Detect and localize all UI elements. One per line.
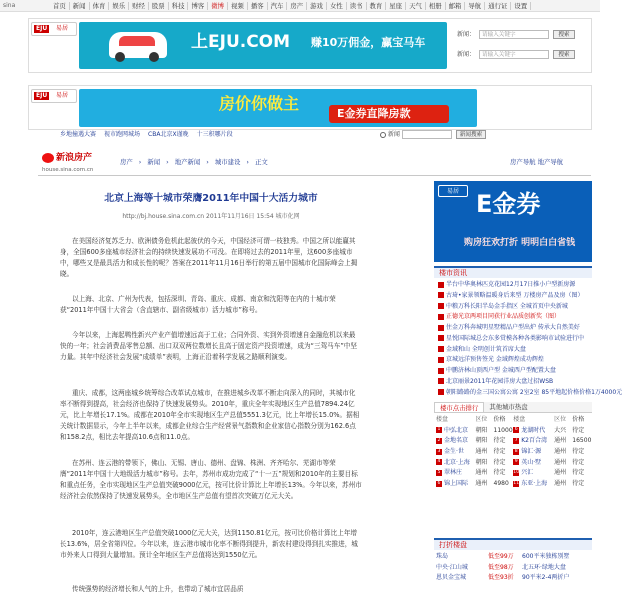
ad-headline-left: 上EJU.COM bbox=[191, 32, 291, 52]
rank-badge: 5 bbox=[437, 469, 441, 475]
red-square-icon bbox=[438, 292, 444, 298]
nav-item[interactable]: 视频 bbox=[228, 2, 248, 10]
news-search-button[interactable]: 新闻搜索 bbox=[456, 130, 486, 139]
news-item[interactable]: 京城远洋预售签光 金域辉煌成功辉煌 bbox=[434, 355, 592, 366]
rank-badge: 1 bbox=[437, 427, 441, 433]
ad-banner-1 bbox=[28, 18, 592, 73]
news-item[interactable]: 星悦国际城总会东多赏模各种各类影响市试验进行中 bbox=[434, 334, 592, 345]
sina-domain: house.sina.com.cn bbox=[42, 167, 94, 173]
news-item[interactable]: 北京丽景2011年花园洋房大盘过招WSB bbox=[434, 377, 592, 388]
nav-item[interactable]: 导航 bbox=[465, 2, 485, 10]
car-illustration bbox=[109, 32, 167, 58]
rank-badge: 2 bbox=[437, 437, 441, 443]
article-paragraph: 在美国经济复苏乏力、欧洲债务危机此起彼伏的今天，中国经济可谓一枝独秀。中国之所以能赢其身，全国600多座城市经济社会的持续快速发展功不可没。在即将过去的2011年里，这600多座城市中，哪些又是最具活力和成长性的呢？答案在2011年11月16日举行的第五届中国城市化国际峰会上揭晓。 bbox=[60, 237, 358, 278]
ad-subline: 购房狂欢打折 明明白白省钱 bbox=[464, 238, 576, 248]
breadcrumb-item[interactable]: 城市建设 bbox=[214, 158, 241, 166]
ad-headline-right: E金券直降房款 bbox=[337, 107, 411, 120]
nav-item[interactable]: 体育 bbox=[90, 2, 110, 10]
tab-ranking[interactable]: 楼市点击排行 bbox=[434, 402, 484, 412]
nav-item[interactable]: 博客 bbox=[188, 2, 208, 10]
right-nav-links[interactable]: 房产导航 地产导航 bbox=[510, 158, 564, 166]
red-square-icon bbox=[438, 389, 444, 395]
radio-label: 新闻 bbox=[387, 131, 400, 138]
nav-item[interactable]: 天气 bbox=[406, 2, 426, 10]
link-row bbox=[56, 130, 237, 140]
nav-item[interactable]: 首页 bbox=[50, 2, 70, 10]
nav-item[interactable]: 科技 bbox=[169, 2, 189, 10]
radio-news[interactable] bbox=[380, 131, 400, 139]
breadcrumb: 房产 › 新闻 › 地产新闻 › 城市建设 › 正文 bbox=[117, 158, 271, 166]
nav-item[interactable]: 设置 bbox=[511, 2, 531, 10]
eju-ad-image[interactable] bbox=[79, 22, 447, 69]
red-square-icon bbox=[438, 303, 444, 309]
eju-logo[interactable]: EJU 易居 bbox=[31, 89, 77, 103]
red-square-icon bbox=[438, 378, 444, 384]
discount-row[interactable]: 恩贝金宝城 低至93折 90平米2-4两折户 bbox=[436, 574, 570, 582]
table-row[interactable]: 2 金地名京 朝阳 待定 7 K2百合湾 通州 16500 bbox=[437, 437, 592, 445]
red-square-icon bbox=[438, 335, 444, 341]
article-title: 北京上海等十城市荣膺2011年中国十大活力城市 bbox=[104, 193, 318, 204]
search-button-2[interactable]: 搜索 bbox=[553, 50, 575, 59]
nav-item[interactable]: 财经 bbox=[129, 2, 149, 10]
link-item[interactable]: 视市跑网城场 bbox=[104, 131, 141, 139]
breadcrumb-item[interactable]: 房产 bbox=[120, 158, 133, 166]
top-nav-bar bbox=[0, 0, 600, 12]
table-row[interactable]: 6 锦上国际 通州 4980 11 东亚·上海 通州 待定 bbox=[437, 480, 585, 488]
news-item[interactable]: 住金万科奔城明星墅精品户型出炉 传承大自然美好 bbox=[434, 323, 592, 334]
nav-item[interactable]: 新闻 bbox=[70, 2, 90, 10]
red-square-icon bbox=[438, 357, 444, 363]
news-item[interactable]: 半台中华奥林匹克花园12月17日推小户型新房源 bbox=[434, 280, 592, 291]
discount-section-title: 打折楼盘 bbox=[434, 538, 592, 550]
rank-badge: 7 bbox=[514, 437, 518, 443]
nav-item[interactable]: 邮箱 bbox=[446, 2, 466, 10]
eju-logo[interactable]: EJU 易居 bbox=[31, 22, 77, 36]
discount-list bbox=[434, 552, 592, 584]
article-paragraph: 以上海、北京、广州为代表，包括深圳、青岛、重庆、成都、南京和沈阳等在内的十城市荣获“2011年中国十大省会（含直辖市、副省级城市）活力城市”称号。 bbox=[60, 295, 336, 314]
nav-item[interactable]: 通行证 bbox=[485, 2, 511, 10]
red-square-icon bbox=[438, 368, 444, 374]
news-section-title: 楼市资讯 bbox=[434, 266, 592, 278]
table-row[interactable]: 5 翠林庄 通州 待定 10 兴汇 通州 待定 bbox=[437, 469, 585, 477]
news-item[interactable]: 正德光京两项目同获行业品质创新奖（图） bbox=[434, 312, 592, 323]
eju-ad-image-2[interactable] bbox=[79, 89, 477, 127]
article-paragraph: 今年以来，上海起鸭性新兴产业产值增速远高于工业；合同外资、实到外资增速自金融危机以来最快的一年；社会消费品零售总额、出口双双两位数增长且高于固定资产投资增速，成为“三驾马车”中坚力量。其年中经济社会发展“成绩单”表明，上海正沿着科学发展之路顺利演变。 bbox=[60, 331, 357, 361]
radio-icon bbox=[380, 132, 386, 138]
discount-row[interactable]: 中央·江山城 低至98万 北五环·绿地大盘 bbox=[436, 563, 566, 571]
news-list bbox=[434, 280, 622, 398]
news-item[interactable]: 金域和山 全明创计筑首席大盘 bbox=[434, 345, 592, 356]
news-item[interactable]: 朝阳路路的金三国公寓公寓 2室2室 85平地起价格价格1万4000元 bbox=[434, 388, 592, 399]
rank-badge: 6 bbox=[437, 480, 441, 486]
red-square-icon bbox=[438, 282, 444, 288]
sina-house-text: 新浪房产 bbox=[56, 153, 93, 163]
breadcrumb-item[interactable]: 地产新闻 bbox=[174, 158, 201, 166]
divider bbox=[38, 175, 591, 176]
search-button[interactable]: 搜索 bbox=[553, 30, 575, 39]
nav-item[interactable]: 读书 bbox=[347, 2, 367, 10]
ad-headline-right: 赚10万佣金，赢宝马车 bbox=[311, 36, 426, 49]
article-paragraph: 重庆、成都，这两座城乡统筹综合改革试点城市，在推进城乡改革不断走向深入的同时，其城市化率不断得到提高，社会经济也保持了快速发展势头。2010年，重庆全年实现地区生产总值7894.24亿元，比上年增长17.1%。成都在2010年全市实现地区生产总值5551.3亿元，比上年增长15.0%。据相关统计数据显示，今年上半年以来，成都企业综合生产经营景气指数和企业家信心指数分别为162.6点和158.2点，相比去年提高10.6点和11.0点。 bbox=[60, 389, 360, 441]
rank-badge: 3 bbox=[437, 448, 441, 454]
table-row[interactable]: 4 北京·上海 朝阳 待定 9 英山·墅 通州 待定 bbox=[437, 458, 585, 466]
rank-badge: 4 bbox=[437, 459, 441, 465]
search-label: 新闻： bbox=[457, 31, 476, 38]
ranking-tabs bbox=[434, 402, 592, 413]
news-search-input[interactable]: 请输入关键字 bbox=[479, 30, 549, 39]
news-item[interactable]: 中粮万科长阳半岛金手指区 全城首页中央新城 bbox=[434, 302, 592, 313]
table-header: 楼盘 区位 价格 楼盘 区位 价格 bbox=[436, 416, 585, 423]
red-square-icon bbox=[438, 346, 444, 352]
ranking-table bbox=[434, 415, 592, 490]
ad-banner-2 bbox=[28, 85, 592, 130]
link-item[interactable]: 十三积哪片段 bbox=[196, 131, 233, 139]
article-paragraph: 传统强势的经济增长和人气的上升，也带动了城市宜居品质 bbox=[72, 585, 244, 593]
rank-badge: 8 bbox=[514, 448, 518, 454]
red-square-icon bbox=[438, 325, 444, 331]
search-label: 新闻： bbox=[457, 51, 476, 58]
nav-item[interactable]: 女性 bbox=[327, 2, 347, 10]
link-item[interactable]: 乡地撞遇大赛 bbox=[60, 131, 97, 139]
nav-item[interactable]: 娱乐 bbox=[109, 2, 129, 10]
rank-badge: 10 bbox=[513, 469, 520, 475]
table-row[interactable]: 3 金生·世 通州 待定 8 锦汇·源 通州 待定 bbox=[437, 448, 585, 456]
nav-item[interactable]: 相册 bbox=[426, 2, 446, 10]
rank-badge: 6 bbox=[514, 427, 518, 433]
sina-eye-icon bbox=[42, 153, 54, 163]
discount-row[interactable]: 珠岛 低至99万 600平米独栋别墅 bbox=[436, 553, 570, 560]
news-item[interactable]: 古琦•家景领略温暖身后来型 万楼房产品及房（图） bbox=[434, 291, 592, 302]
news-search-input-3[interactable] bbox=[402, 130, 452, 139]
nav-item[interactable]: 播客 bbox=[248, 2, 268, 10]
news-search-input-2[interactable]: 请输入关键字 bbox=[479, 50, 549, 59]
nav-item[interactable]: 房产 bbox=[287, 2, 307, 10]
breadcrumb-item[interactable]: 新闻 bbox=[147, 158, 161, 166]
sina-logo[interactable]: sina bbox=[3, 2, 16, 9]
ad-headline-left: 房价你做主 bbox=[219, 94, 300, 113]
article-paragraph: 在苏州、连云港的带领下，佛山、无锡、唐山、德州、盘锦、株洲、齐齐哈尔、芜湖市等荣膺“2011年中国十大地级活力城市”称号。去年，苏州市成功完成了“十一五”规划和2010年的主要目标和重点任务，全市实现地区生产总值突破9000亿元，按可比价计算比上年增长13%。今年以来，苏州市经济社会依然保持了快速发展势头，全市地区生产总值有望首次突破万亿元大关。 bbox=[60, 459, 362, 500]
top-nav-list bbox=[50, 0, 531, 12]
eju-logo: 易居 bbox=[438, 185, 468, 197]
table-row[interactable]: 1 中弘北京 朝阳 11000 6 龙湖时代 大兴 待定 bbox=[437, 426, 585, 434]
nav-item[interactable]: 汽车 bbox=[268, 2, 288, 10]
article-meta: http://bj.house.sina.com.cn 2011年11月16日 15:54 城市化网 bbox=[122, 213, 300, 220]
article-paragraph: 2010年，连云港地区生产总值突破1000亿元大关，达到1150.81亿元，按可比价格计算比上年增长13.6%，居全省第四位。今年以来，连云港市城市化率不断得到提升，新农村建设得到扎实推进，城市外来人口得到大量增加。预计全年地区生产总值将达到1550亿元。 bbox=[60, 529, 358, 559]
link-item[interactable]: CBA北京X谨晚 bbox=[148, 131, 189, 139]
rank-badge: 11 bbox=[513, 480, 520, 486]
ejinquan-ad[interactable] bbox=[434, 181, 592, 262]
breadcrumb-item-current: 正文 bbox=[254, 158, 268, 166]
tab-other-cities[interactable]: 其他城市热盘 bbox=[489, 403, 528, 411]
nav-item[interactable]: 星座 bbox=[386, 2, 406, 10]
nav-item[interactable]: 游戏 bbox=[307, 2, 327, 10]
news-item[interactable]: 中鹏济林山顶西户型 金城西户型配置大盘 bbox=[434, 366, 592, 377]
rank-badge: 9 bbox=[514, 459, 518, 465]
nav-item[interactable]: 教育 bbox=[367, 2, 387, 10]
nav-item[interactable]: 股票 bbox=[149, 2, 169, 10]
red-square-icon bbox=[438, 314, 444, 320]
ad-headline: E金券 bbox=[476, 190, 541, 218]
nav-item-weibo[interactable]: 微博 bbox=[208, 2, 228, 10]
